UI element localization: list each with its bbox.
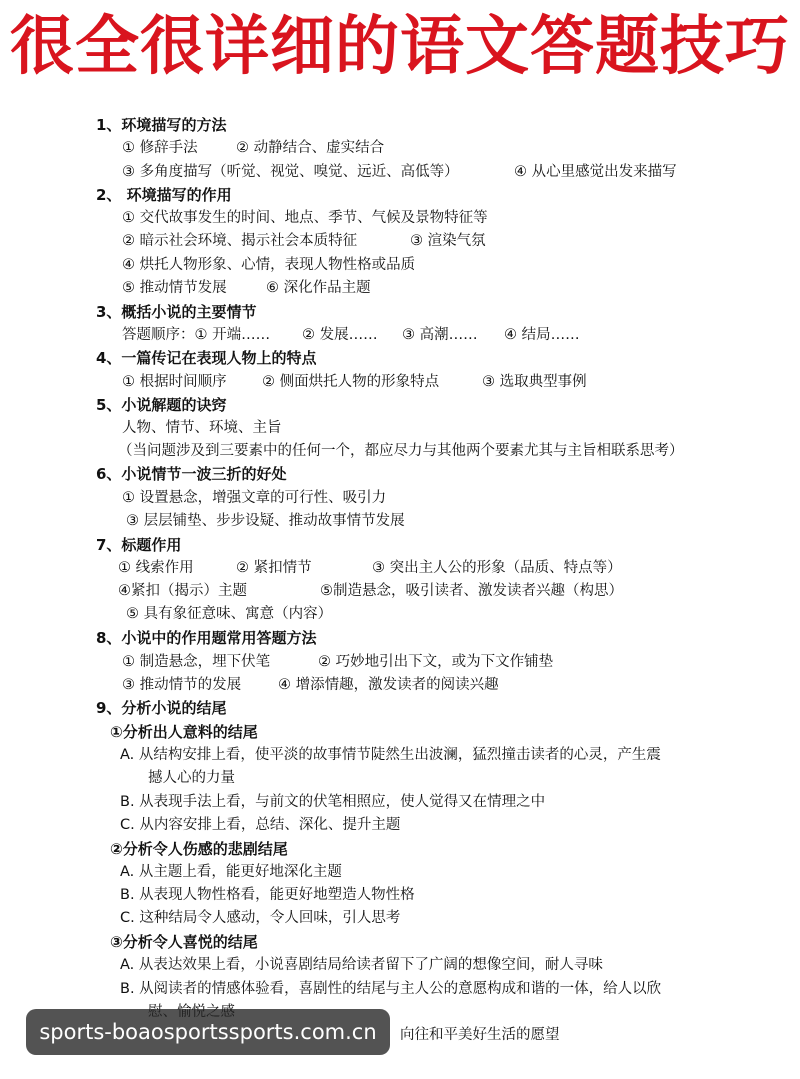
list-item: ① 线索作用	[118, 560, 194, 576]
list-item: ② 暗示社会环境、揭示社会本质特征	[122, 233, 358, 249]
list-item: ④ 结局……	[504, 327, 580, 343]
note-text: （当问题涉及到三要素中的任何一个，都应尽力与其他两个要素尤其与主旨相联系思考）	[118, 443, 684, 459]
list-item: ③ 推动情节的发展	[122, 677, 242, 693]
list-item: ① 制造悬念，埋下伏笔	[122, 654, 271, 670]
list-item: ③ 高潮……	[402, 327, 478, 343]
list-item: ④ 烘托人物形象、心情，表现人物性格或品质	[122, 257, 416, 273]
list-item-continued: 撼人心的力量	[148, 770, 235, 786]
list-item: ② 紧扣情节	[236, 560, 312, 576]
list-item: ① 修辞手法	[122, 140, 198, 156]
section-heading: 2、 环境描写的作用	[96, 186, 232, 204]
sub-heading: ①分析出人意料的结尾	[110, 723, 258, 741]
section-heading: 5、小说解题的诀窍	[96, 396, 227, 414]
list-item: ② 发展……	[302, 327, 378, 343]
list-item: ③ 渲染气氛	[410, 233, 486, 249]
list-item: ① 设置悬念，增强文章的可行性、吸引力	[122, 490, 387, 506]
section-heading: 3、概括小说的主要情节	[96, 303, 257, 321]
list-item: ⑤ 推动情节发展	[122, 280, 227, 296]
list-item: 人物、情节、环境、主旨	[122, 420, 282, 436]
list-item: ④ 增添情趣，激发读者的阅读兴趣	[278, 677, 499, 693]
section-heading: 9、分析小说的结尾	[96, 699, 227, 717]
list-item: 向往和平美好生活的愿望	[400, 1027, 560, 1043]
list-item: ⑤ 具有象征意味、寓意（内容）	[126, 606, 333, 622]
list-item: B. 从阅读者的情感体验看，喜剧性的结尾与主人公的意愿构成和谐的一体，给人以欣	[120, 981, 662, 997]
section-heading: 1、环境描写的方法	[96, 116, 227, 134]
list-item: ② 侧面烘托人物的形象特点	[262, 374, 440, 390]
list-item: A. 从结构安排上看，使平淡的故事情节陡然生出波澜，猛烈撞击读者的心灵，产生震	[120, 747, 661, 763]
list-item: ① 根据时间顺序	[122, 374, 227, 390]
section-heading: 7、标题作用	[96, 536, 182, 554]
list-item: B. 从表现手法上看，与前文的伏笔相照应，使人觉得又在情理之中	[120, 794, 546, 810]
list-item: B. 从表现人物性格看，能更好地塑造人物性格	[120, 887, 415, 903]
list-item: ③ 突出主人公的形象（品质、特点等）	[372, 560, 622, 576]
list-item: ③ 多角度描写（听觉、视觉、嗅觉、远近、高低等）	[122, 164, 459, 180]
list-item: C. 这种结局令人感动，令人回味，引人思考	[120, 910, 401, 926]
section-heading: 8、小说中的作用题常用答题方法	[96, 629, 317, 647]
sub-heading: ③分析令人喜悦的结尾	[110, 933, 258, 951]
list-item: ② 巧妙地引出下文，或为下文作铺垫	[318, 654, 554, 670]
list-item: A. 从表达效果上看，小说喜剧结局给读者留下了广阔的想像空间，耐人寻味	[120, 957, 603, 973]
list-item: ⑥ 深化作品主题	[266, 280, 371, 296]
list-item: ③ 层层铺垫、步步设疑、推动故事情节发展	[126, 513, 405, 529]
list-item: ④紧扣（揭示）主题	[118, 583, 247, 599]
list-item: A. 从主题上看，能更好地深化主题	[120, 864, 342, 880]
list-item: C. 从内容安排上看，总结、深化、提升主题	[120, 817, 401, 833]
section-heading: 4、一篇传记在表现人物上的特点	[96, 349, 317, 367]
list-item: ② 动静结合、虚实结合	[236, 140, 385, 156]
sub-heading: ②分析令人伤感的悲剧结尾	[110, 840, 288, 858]
list-item: 答题顺序：① 开端……	[122, 327, 271, 343]
list-item: ④ 从心里感觉出发来描写	[514, 164, 677, 180]
list-item: ⑤制造悬念，吸引读者、激发读者兴趣（构思）	[320, 583, 623, 599]
list-item: ① 交代故事发生的时间、地点、季节、气候及景物特征等	[122, 210, 488, 226]
page-title: 很全很详细的语文答题技巧	[10, 9, 790, 84]
list-item: ③ 选取典型事例	[482, 374, 587, 390]
watermark-banner: sports-boaosportssports.com.cn	[26, 1009, 390, 1055]
section-heading: 6、小说情节一波三折的好处	[96, 465, 287, 483]
